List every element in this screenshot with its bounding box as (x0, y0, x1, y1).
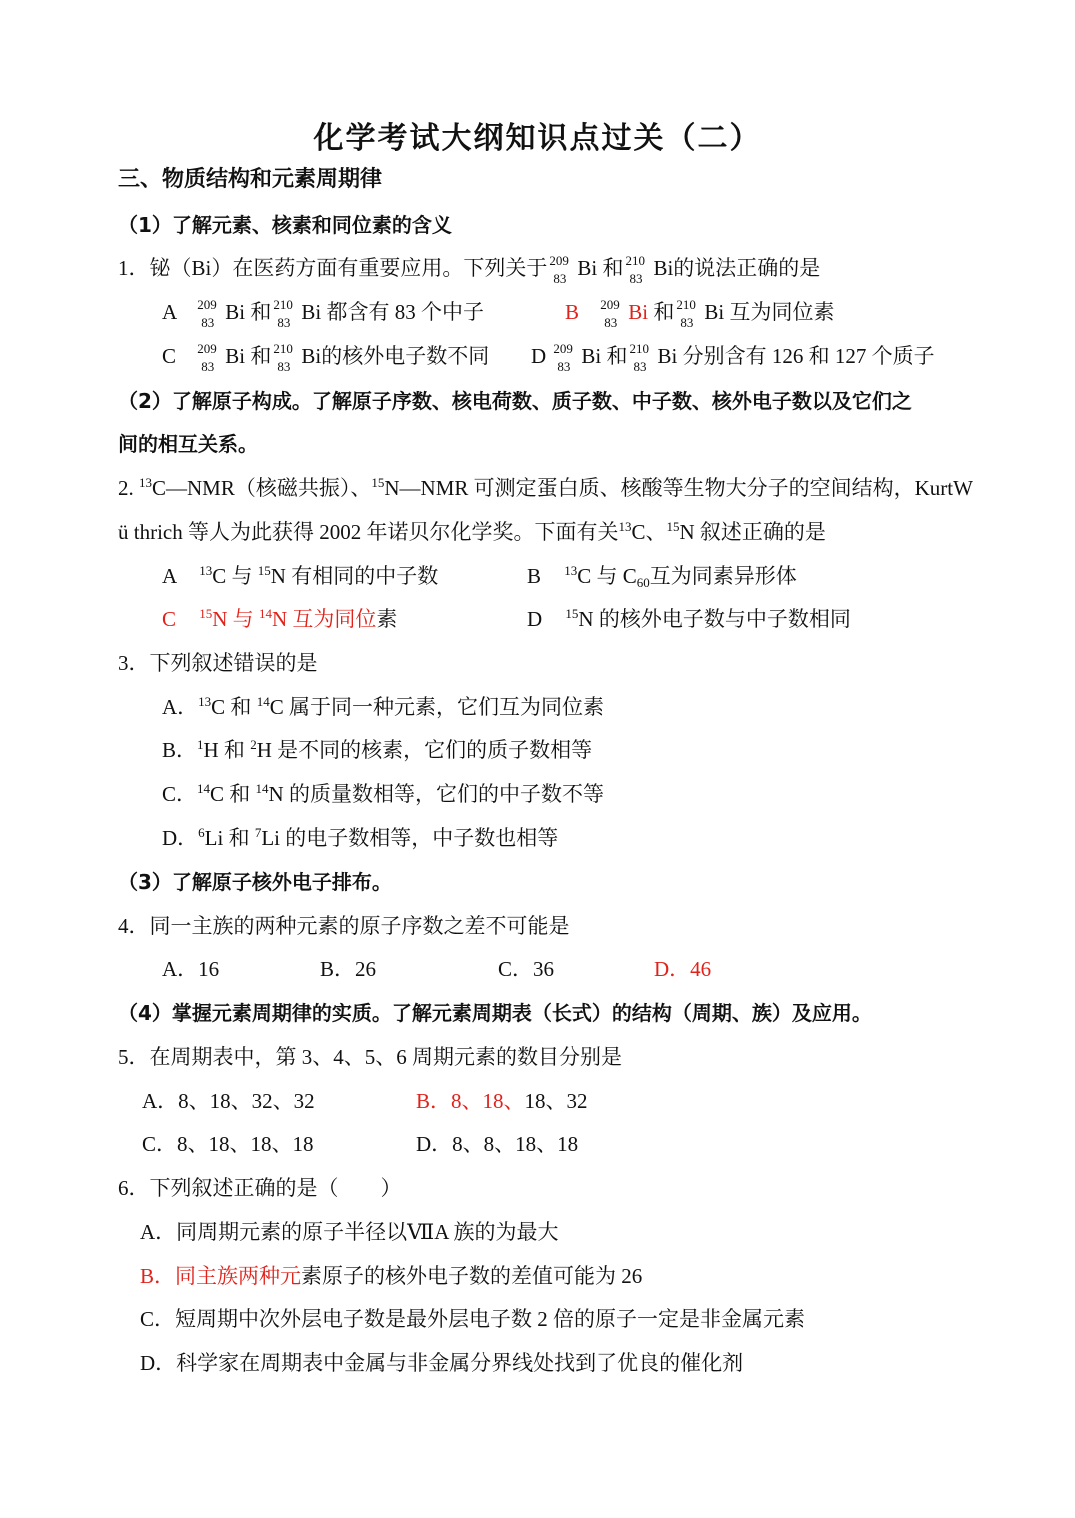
q5-option-d: D．8、8、18、18 (416, 1132, 579, 1156)
subheading-4: （4）掌握元素周期律的实质。了解元素周期表（长式）的结构（周期、族）及应用。 (118, 1001, 872, 1025)
question-5-stem: 5．在周期表中，第 3、4、5、6 周期元素的数目分别是 (118, 1045, 622, 1069)
question-2-stem-line1: 2. $^{13}$C—NMR（核磁共振）、$^{15}$N—NMR 可测定蛋白质、核酸等生物大分子的空间结构，KurtW (118, 475, 973, 500)
q5-option-c: C．8、18、18、18 (142, 1132, 314, 1156)
nuclide-bi209: 209 83 (549, 253, 569, 287)
subheading-2-line2: 间的相互关系。 (118, 432, 258, 456)
page-title: 化学考试大纲知识点过关（二） (313, 121, 762, 156)
q3-option-d: D．$^6$Li 和 $^7$Li 的电子数相等，中子数也相等 (162, 825, 559, 850)
q2-option-c: C $^{15}$N 与 $^{14}$N 互为同位素 (162, 606, 398, 631)
q2-option-d: D $^{15}$N 的核外电子数与中子数相同 (527, 606, 851, 631)
q1-option-c: C 209 83 Bi 和 210 83 Bi的核外电子数不同 (162, 341, 490, 375)
nuclide-bi210: 210 83 (625, 253, 645, 287)
q1-option-b: B 209 83 Bi 和 210 83 Bi 互为同位素 (565, 297, 835, 331)
q4-option-a: A．16 (162, 957, 220, 981)
question-6-stem: 6．下列叙述正确的是（ ） (118, 1176, 402, 1200)
question-3-stem: 3．下列叙述错误的是 (118, 651, 318, 675)
q2-option-a: A $^{13}$C 与 $^{15}$N 有相同的中子数 (162, 563, 439, 588)
section-heading: 三、物质结构和元素周期律 (118, 167, 383, 192)
subheading-2-line1: （2）了解原子构成。了解原子序数、核电荷数、质子数、中子数、核外电子数以及它们之 (118, 389, 912, 413)
q3-option-c: C．$^{14}$C 和 $^{14}$N 的质量数相等，它们的中子数不等 (162, 781, 604, 806)
q6-option-d: D．科学家在周期表中金属与非金属分界线处找到了优良的催化剂 (140, 1351, 744, 1375)
question-4-stem: 4．同一主族的两种元素的原子序数之差不可能是 (118, 914, 570, 938)
q4-option-c: C．36 (498, 957, 555, 981)
q2-option-b: B $^{13}$C 与 $C_{60}$互为同素异形体 (527, 563, 797, 590)
q5-option-a: A．8、18、32、32 (142, 1089, 315, 1113)
q4-option-b: B．26 (320, 957, 377, 981)
subheading-3: （3）了解原子核外电子排布。 (118, 870, 392, 894)
q6-option-b: B．同主族两种元素原子的核外电子数的差值可能为 26 (140, 1264, 643, 1288)
q1-option-a: A 209 83 Bi 和 210 83 Bi 都含有 83 个中子 (162, 297, 484, 331)
q6-option-c: C．短周期中次外层电子数是最外层电子数 2 倍的原子一定是非金属元素 (140, 1307, 806, 1331)
q4-option-d: D．46 (654, 957, 712, 981)
subheading-1: （1）了解元素、核素和同位素的含义 (118, 213, 452, 237)
question-2-stem-line2: ü thrich 等人为此获得 2002 年诺贝尔化学奖。下面有关$^{13}$C、$^{15}$N 叙述正确的是 (118, 519, 826, 544)
q3-option-a: A．$^{13}$C 和 $^{14}$C 属于同一种元素，它们互为同位素 (162, 694, 604, 719)
q3-option-b: B．$^1$H 和 $^2$H 是不同的核素，它们的质子数相等 (162, 737, 593, 762)
q6-option-a: A．同周期元素的原子半径以ⅦA 族的为最大 (140, 1220, 559, 1244)
q1-option-d: D 209 83 Bi 和 210 83 Bi 分别含有 126 和 127 个质子 (531, 341, 935, 375)
question-1-stem: 1．铋（Bi）在医药方面有重要应用。下列关于 209 83 Bi 和 210 83 Bi的说法正确的是 (118, 253, 821, 287)
q5-option-b: B．8、18、18、32 (416, 1089, 588, 1113)
